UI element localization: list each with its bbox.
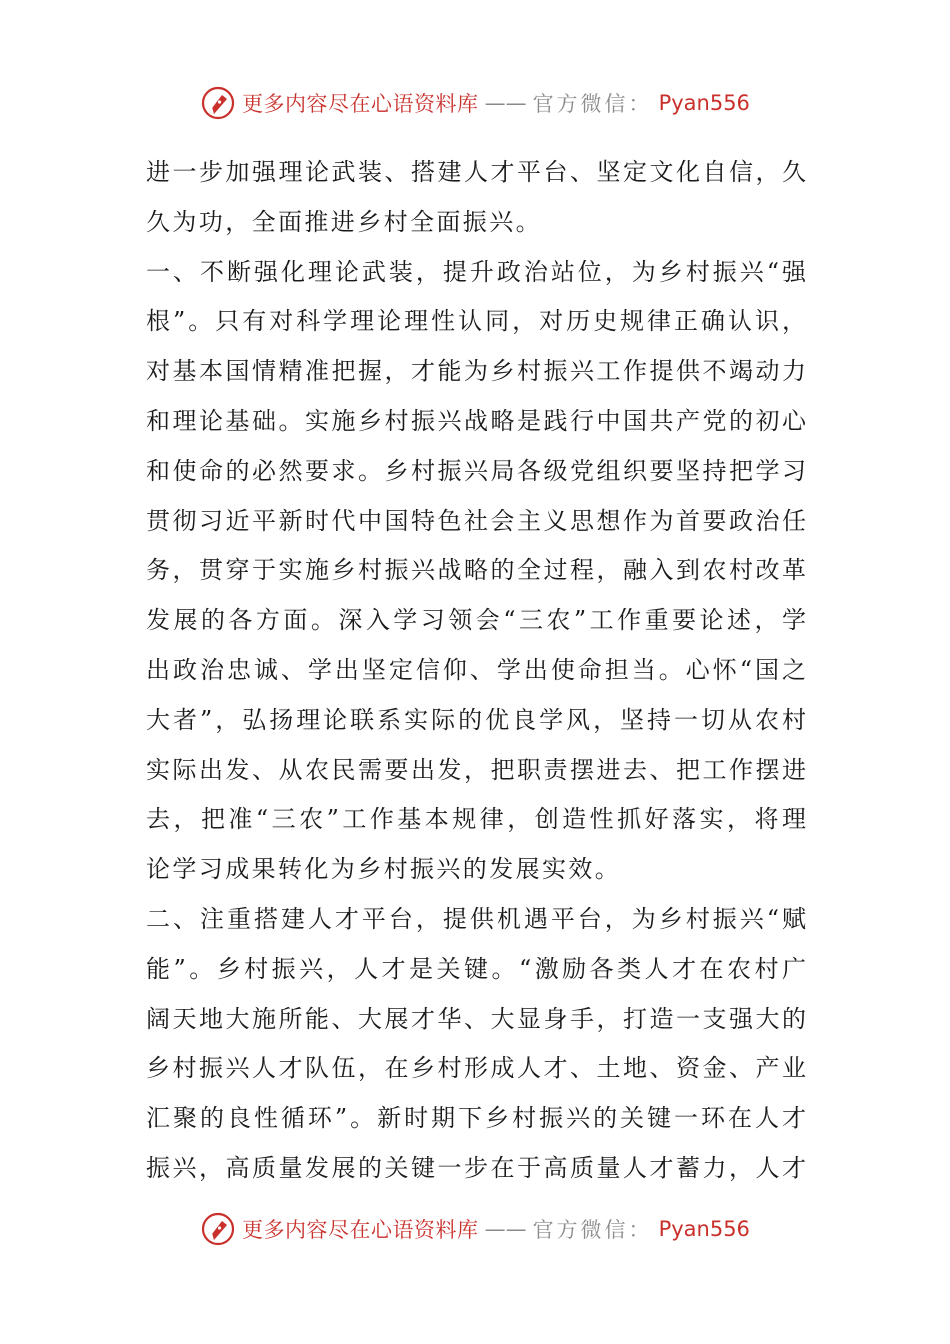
watermark-wechat-label: 官方微信： — [532, 92, 653, 116]
text-line: 和理论基础。实施乡村振兴战略是践行中国共产党的初心 — [146, 406, 806, 435]
text-line: 大者”，弘扬理论联系实际的优良学风，坚持一切从农村 — [146, 705, 806, 734]
text-line: 阔天地大施所能、大展才华、大显身手，打造一支强大的 — [146, 1004, 806, 1033]
text-line: 进一步加强理论武装、搭建人才平台、坚定文化自信，久 — [146, 158, 806, 186]
watermark-wechat-id: Pyan556 — [658, 1217, 750, 1241]
text-line: 和使命的必然要求。乡村振兴局各级党组织要坚持把学习 — [146, 456, 806, 485]
text-line: 去，把准“三农”工作基本规律，创造性抓好落实，将理 — [146, 805, 806, 834]
text-line: 乡村振兴人才队伍，在乡村形成人才、土地、资金、产业 — [146, 1054, 806, 1083]
watermark-separator: —— — [484, 91, 527, 115]
text-line: 出政治忠诚、学出坚定信仰、学出使命担当。心怀“国之 — [146, 655, 806, 684]
watermark-site-text: 更多内容尽在心语资料库 — [242, 1218, 479, 1242]
footer-watermark — [0, 1209, 950, 1249]
watermark-separator: —— — [484, 1217, 527, 1241]
text-line: 久为功，全面推进乡村全面振兴。 — [146, 207, 542, 236]
text-line: 能”。乡村振兴，人才是关键。“激励各类人才在农村广 — [146, 954, 806, 983]
text-line: 二、注重搭建人才平台，提供机遇平台，为乡村振兴“赋 — [146, 904, 806, 933]
pen-nib-logo-icon — [200, 85, 236, 121]
body-text — [146, 148, 806, 1194]
header-watermark — [0, 83, 950, 123]
text-line: 发展的各方面。深入学习领会“三农”工作重要论述，学 — [146, 606, 806, 635]
pen-nib-logo-icon — [200, 1211, 236, 1247]
text-line: 一、不断强化理论武装，提升政治站位，为乡村振兴“强 — [146, 257, 806, 286]
text-line: 论学习成果转化为乡村振兴的发展实效。 — [146, 855, 622, 884]
watermark-wechat-id: Pyan556 — [658, 91, 750, 115]
text-line: 务，贯穿于实施乡村振兴战略的全过程，融入到农村改革 — [146, 556, 806, 585]
text-line: 根”。只有对科学理论理性认同，对历史规律正确认识， — [146, 307, 806, 336]
watermark-wechat-label: 官方微信： — [532, 1218, 653, 1242]
text-line: 汇聚的良性循环”。新时期下乡村振兴的关键一环在人才 — [146, 1104, 806, 1133]
text-line: 对基本国情精准把握，才能为乡村振兴工作提供不竭动力 — [146, 357, 806, 386]
text-line: 振兴，高质量发展的关键一步在于高质量人才蓄力，人才 — [146, 1153, 806, 1182]
text-line: 实际出发、从农民需要出发，把职责摆进去、把工作摆进 — [146, 755, 806, 784]
text-line: 贯彻习近平新时代中国特色社会主义思想作为首要政治任 — [146, 506, 806, 535]
watermark-site-text: 更多内容尽在心语资料库 — [242, 92, 479, 116]
